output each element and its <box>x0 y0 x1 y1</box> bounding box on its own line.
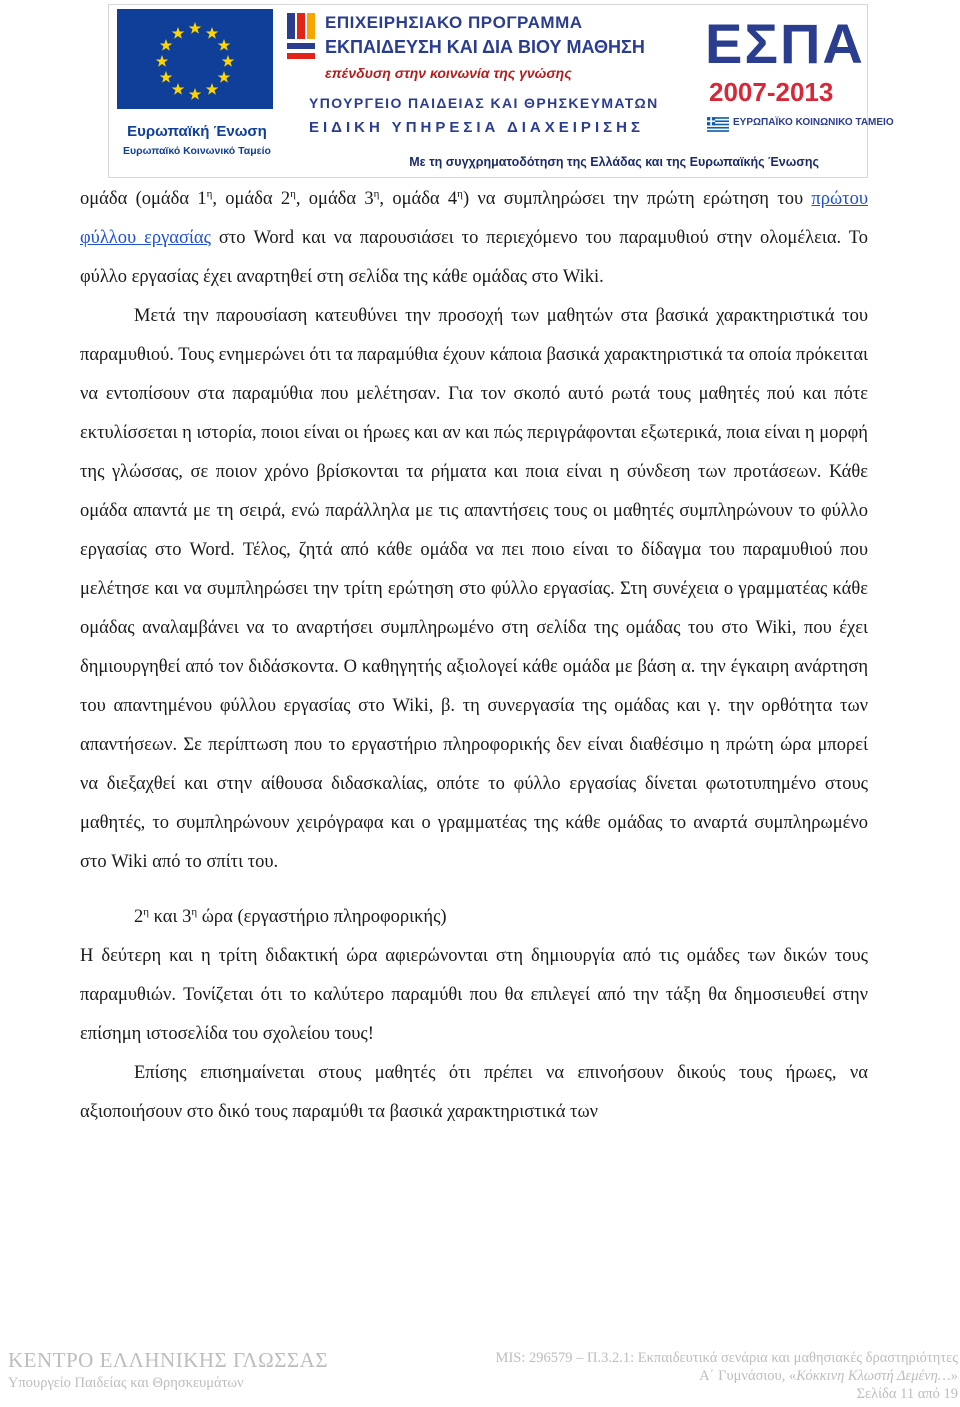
paragraph-2: Μετά την παρουσίαση κατευθύνει την προσοχή των μαθητών στα βασικά χαρακτηριστικά του παραμυθιού. Τους ενημερώνει ότι τα παραμύθια έχουν κάποια βασικά χαρακτηριστικά τα οποία πρόκειται να εντοπίσουν στα παραμύθια που μελέτησαν. Για τον σκοπό αυτό ρωτά τους μαθητές πού και πότε εκτυλίσσεται η ιστορία, ποιοι είναι οι ήρωες και αν και πώς περιγράφονται εξωτερικά, ποια είναι η μορφή της γλώσσας, σε ποιον χρόνο βρίσκονται τα ρήματα και ποια είναι η σύνδεση των προτάσεων. Κάθε ομάδα απαντά με τη σειρά, ενώ παράλληλα με τις απαντήσεις τους οι μαθητές συμπληρώνουν το φύλλο εργασίας στο Word. Τέλος, ζητά από κάθε ομάδα να πει ποιο είναι το δίδαγμα του παραμυθιού που μελέτησε και να συμπληρώσει την τρίτη ερώτηση στο φύλλο εργασίας. Στη συνέχεια ο γραμματέας κάθε ομάδας αναλαμβάνει να το αναρτήσει συμπληρωμένο στη σελίδα της ομάδας του στο Wiki, που έχει δημιουργηθεί από τον διδάσκοντα. Ο καθηγητής αξιολογεί κάθε ομάδα με βάση α. την έγκαιρη ανάρτηση του απαντημένου φύλλου εργασίας στο Wiki, β. τη συνεργασία της ομάδας και γ. την ορθότητα των απαντήσεων. Σε περίπτωση που το εργαστήριο πληροφορικής δεν είναι διαθέσιμο η πρώτη ώρα μπορεί να διεξαχθεί και στην αίθουσα διδασκαλίας, οπότε το φύλλο εργασίας δίνεται φωτοτυπημένο στους μαθητές, το συμπληρώνουν χειρόγραφα και ο γραμματέας της κάθε ομάδας το αναρτά συμπληρωμένο στο Wiki από το σπίτι του. <box>80 306 868 872</box>
espa-years: 2007-2013 <box>709 77 834 107</box>
espa-fund: ΕΥΡΩΠΑΪΚΟ ΚΟΙΝΩΝΙΚΟ ΤΑΜΕΙΟ <box>733 117 894 128</box>
paragraph-3: Η δεύτερη και η τρίτη διδακτική ώρα αφιερώνονται στη δημιουργία από τις ομάδες των δικών τους παραμυθιών. Τονίζεται ότι το καλύτερο παραμύθι που θα επιλεγεί από την τάξη θα δημοσιευθεί στην επίσημη ιστοσελίδα του σχολείου τους! <box>80 946 868 1044</box>
footer-right <box>496 1350 958 1403</box>
footer-ministry: Υπουργείο Παιδείας και Θρησκευμάτων <box>8 1375 244 1391</box>
espa-logo-block <box>699 5 894 147</box>
program-title-line2: ΕΚΠΑΙΔΕΥΣΗ ΚΑΙ ΔΙΑ ΒΙΟΥ ΜΑΘΗΣΗ <box>325 37 645 57</box>
greek-flag-icon <box>707 117 729 132</box>
eu-name: Ευρωπαϊκή Ένωση <box>127 123 267 140</box>
ministry-name: ΥΠΟΥΡΓΕΙΟ ΠΑΙΔΕΙΑΣ ΚΑΙ ΘΡΗΣΚΕΥΜΑΤΩΝ <box>309 95 659 111</box>
program-logo-icon <box>281 7 325 87</box>
espa-title: ΕΣΠΑ <box>705 12 865 75</box>
footer-org: ΚΕΝΤΡΟ ΕΛΛΗΝΙΚΗΣ ΓΛΩΣΣΑΣ <box>8 1348 329 1372</box>
section-heading: $2^\eta$ και $3^\eta$ ώρα (εργαστήριο πληροφορικής) <box>134 905 447 927</box>
eu-fund: Ευρωπαϊκό Κοινωνικό Ταμείο <box>123 145 271 157</box>
footer-class: Α΄ Γυμνάσιου, «Κόκκινη Κλωστή Δεμένη…» <box>699 1368 958 1384</box>
eu-flag-icon <box>117 9 273 109</box>
header-banner <box>108 4 894 178</box>
program-slogan: επένδυση στην κοινωνία της γνώσης <box>325 65 572 81</box>
paragraph-4: Επίσης επισημαίνεται στους μαθητές ότι πρέπει να επινοήσουν δικούς τους ήρωες, να αξιοποιήσουν στο δικό τους παραμύθι τα βασικά χαρακτηριστικά των <box>80 1063 868 1122</box>
paragraph-1: ομάδα (ομάδα $1^\eta$, ομάδα $2^\eta$, ομάδα $3^\eta$, ομάδα $4^\eta$) να συμπληρώσει την πρώτη ερώτηση του πρώτου φύλλου εργασίας στο Word και να παρουσιάσει το περιεχόμενο του παραμυθιού στην ολομέλεια. Το φύλλο εργασίας έχει αναρτηθεί στη σελίδα της κάθε ομάδας στο Wiki. <box>80 187 869 287</box>
service-name: ΕΙΔΙΚΗ ΥΠΗΡΕΣΙΑ ΔΙΑΧΕΙΡΙΣΗΣ <box>309 119 644 136</box>
worksheet-link[interactable]: πρώτου φύλλου εργασίας <box>80 189 869 248</box>
program-title-line1: ΕΠΙΧΕΙΡΗΣΙΑΚΟ ΠΡΟΓΡΑΜΜΑ <box>325 13 583 32</box>
footer-mis: MIS: 296579 – Π.3.2.1: Εκπαιδευτικά σενάρια και μαθησιακές δραστηριότητες <box>495 1350 958 1366</box>
document-body <box>80 180 868 1132</box>
footer-left <box>8 1348 328 1392</box>
cofinance-note: Με τη συγχρηματοδότηση της Ελλάδας και της Ευρωπαϊκής Ένωσης <box>409 155 819 169</box>
page-number: Σελίδα 11 από 19 <box>856 1386 958 1402</box>
